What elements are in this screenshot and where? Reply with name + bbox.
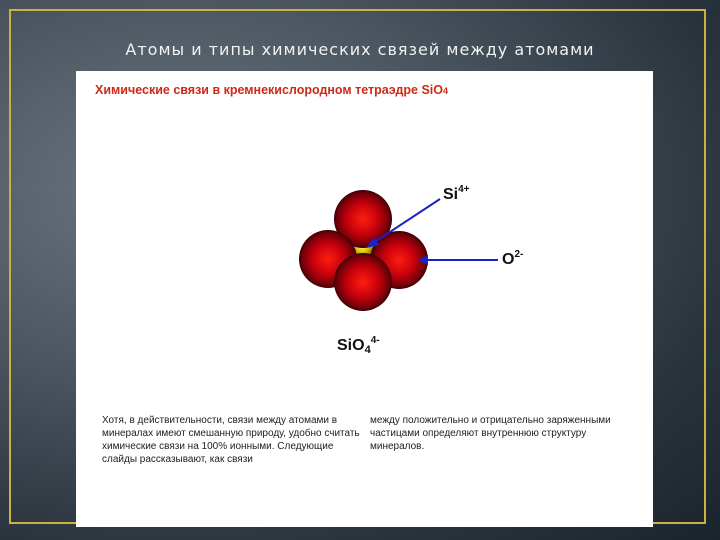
text-column-right: между положительно и отрицательно заряженными частицами определяют внутреннюю структуру минералов. — [370, 415, 611, 452]
si-label-symbol: Si — [443, 186, 459, 203]
heading-text: Химические связи в кремнекислородном тетраэдре SiO — [95, 83, 444, 97]
formula-label-subscript: 4 — [364, 344, 371, 356]
formula-label-base: SiO — [337, 337, 365, 354]
text-column-left: Хотя, в действительности, связи между атомами в минералах имеют смешанную природу, удобно считать химические связи на 100% ионными. Следующие слайды рассказывают, как связи — [102, 415, 360, 465]
formula-label-charge: 4- — [370, 335, 380, 346]
oxygen-atom-bottom — [334, 253, 392, 311]
content-panel — [76, 71, 653, 527]
heading-subscript: 4 — [443, 86, 449, 96]
o-label-charge: 2- — [514, 249, 524, 260]
si-label — [443, 186, 470, 204]
tetrahedron-diagram — [76, 71, 653, 371]
formula-label — [337, 337, 380, 355]
si-label-charge: 4+ — [458, 184, 470, 195]
slide-title: Атомы и типы химических связей между атомами — [125, 40, 595, 59]
o-label — [502, 251, 523, 269]
o-label-symbol: O — [502, 251, 515, 268]
